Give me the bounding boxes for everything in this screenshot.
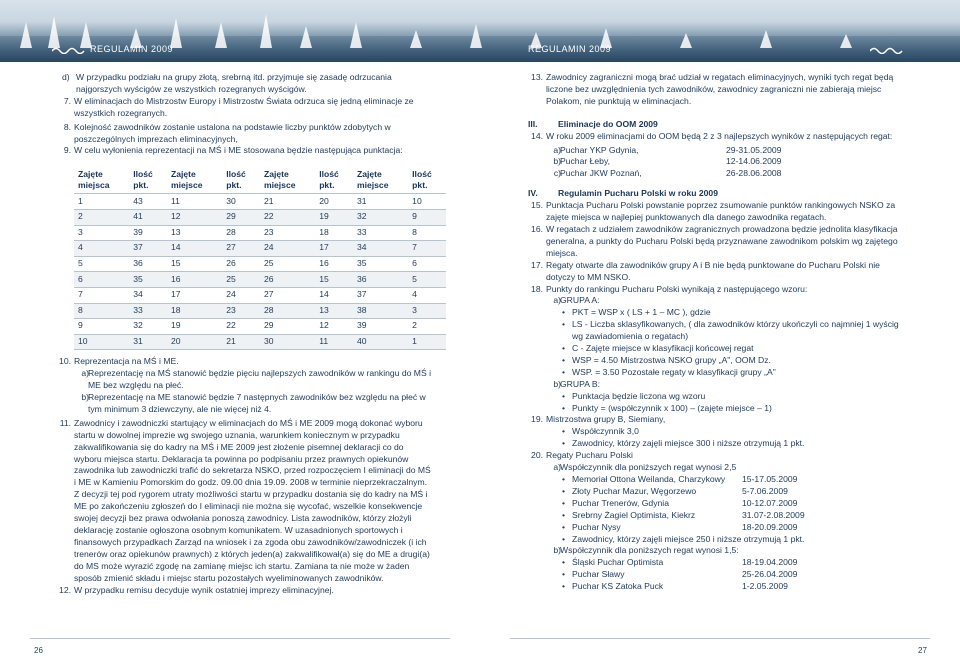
table-row	[74, 334, 446, 350]
section-iv-heading: IV. Regulamin Pucharu Polski w roku 2009	[528, 188, 718, 199]
table-cell: 34	[353, 241, 408, 257]
item-16: 16. W regatach z udziałem zawodników zagranicznych prowadzona będzie jednolita klasyfikacja generalna, a punkty do Pucharu Polski będą przyznawane zawodnikom polskim wg zajętego miejsca.	[531, 223, 898, 258]
table-row	[74, 272, 446, 288]
list-item: • PKT = WSP x ( LS + 1 – MC ), gdzie	[560, 307, 906, 319]
list-item: • Zawodnicy, którzy zajęli miejsce 300 i niższe otrzymują 1 pkt.	[560, 438, 906, 450]
table-cell: 16	[167, 272, 222, 288]
table-cell: 31	[129, 334, 167, 350]
table-cell: 20	[315, 194, 353, 210]
item-14: 14. W roku 2009 eliminacjami do OOM będą 2 z 3 najlepszych wyników z następujących regat:	[531, 130, 893, 141]
table-cell: 7	[408, 241, 446, 257]
table-cell: 26	[260, 272, 315, 288]
item-9: 9. W celu wyłonienia reprezentacji na MŚ i ME stosowana będzie następująca punktacja:	[63, 145, 403, 156]
group-a: a) GRUPA A: • PKT = WSP x ( LS + 1 – MC ), gdzie • LS - Liczba sklasyfikowanych, ( dla zawodników którzy ukończyli co najmniej 1 wyścig wg zawiadomienia o regatach) • C - Zajęte miejsce w klasyfikacji końcowej regat • WSP = 4.50 Mistrzostwa NSKO grupy „A", OOM Dz. • WSP. = 3.50 Pozostałe regaty w klasyfikacji grupy „A"	[528, 295, 906, 378]
footer-rule-left	[30, 638, 450, 639]
table-cell: 18	[167, 303, 222, 319]
item-7: 7. W eliminacjach do Mistrzostw Europy i Mistrzostw Świata odrzuca się jedną eliminacje ze wszystkich rozegranych.	[63, 95, 414, 118]
col-header: Zajęte miejsce	[260, 167, 315, 194]
table-cell: 30	[222, 194, 260, 210]
table-cell: 23	[260, 225, 315, 241]
col-header: Zajęte miejsca	[74, 167, 129, 194]
list-item: • Punkty = (współczynnik x 100) – (zajęte miejsce – 1)	[560, 403, 906, 415]
table-cell: 34	[129, 287, 167, 303]
item-10: 10. Reprezentacja na MŚ i ME.	[59, 356, 179, 367]
table-cell: 17	[167, 287, 222, 303]
list-item: • Memoriał Ottona Weilanda, Charzykowy 15-17.05.2009	[560, 474, 906, 486]
item-20: 20. Regaty Pucharu Polski	[531, 450, 633, 461]
table-cell: 7	[74, 287, 129, 303]
table-row	[74, 256, 446, 272]
table-cell: 13	[315, 303, 353, 319]
points-table-header	[74, 167, 446, 194]
sail-shape	[20, 22, 32, 48]
item-17: 17. Regaty otwarte dla zawodników grupy A i B nie będą punktowane do Pucharu Polski nie dotyczy to MM NSKO.	[531, 259, 880, 282]
list-item: • Zawodnicy, którzy zajęli miejsce 250 i niższe otrzymują 1 pkt.	[560, 534, 906, 546]
table-cell: 26	[222, 256, 260, 272]
col-header: Ilość pkt.	[222, 167, 260, 194]
table-cell: 10	[408, 194, 446, 210]
table-cell: 23	[222, 303, 260, 319]
item-20-sub-a: a) Współczynnik dla poniższych regat wynosi 2,5 • Memoriał Ottona Weilanda, Charzykowy 15-17.05.2009 • Złoty Puchar Mazur, Węgorzewo 5-7.06.2009 • Puchar Trenerów, Gdynia 10-12.07.2009 • Srebrny Żagiel Optimista, Kiekrz 31.07-2.08.2009 • Puchar Nysy 18-20.09.2009 • Zawodnicy, którzy zajęli miejsce 250 i niższe otrzymują 1 pkt.	[528, 462, 906, 545]
table-cell: 5	[74, 256, 129, 272]
table-cell: 21	[222, 334, 260, 350]
col-header: Zajęte miejsce	[353, 167, 408, 194]
table-row	[74, 319, 446, 335]
sail-shape	[260, 14, 272, 48]
table-row	[74, 225, 446, 241]
table-cell: 20	[167, 334, 222, 350]
table-cell: 33	[353, 225, 408, 241]
item-8: 8. Kolejność zawodników zostanie ustalona na podstawie liczby punktów zdobytych w poszczególnych imprezach eliminacyjnych,	[63, 121, 391, 144]
table-cell: 22	[260, 209, 315, 225]
header-label-left: REGULAMIN 2009	[90, 44, 174, 54]
table-cell: 41	[129, 209, 167, 225]
paragraph-d: d) W przypadku podziału na grupy złotą, srebrną itd. przyjmuje się zasadę odrzucania najgorszych wyścigów ze wszystkich rozegranych wyścigów.	[62, 72, 392, 94]
wave-logo-icon	[870, 46, 904, 54]
table-cell: 13	[167, 225, 222, 241]
item-10-sub-b: b) Reprezentację na ME stanowić będzie 7 następnych zawodników bez względu na płeć w tym minimum 3 dziewczyny, ale nie więcej niż 4.	[81, 392, 426, 414]
list-item: • Puchar KS Zatoka Puck 1-2.05.2009	[560, 581, 906, 593]
page-number-left: 26	[34, 646, 43, 655]
item-20-sub-b: b) Współczynnik dla poniższych regat wynosi 1,5: • Śląski Puchar Optimista 18-19.04.2009 • Puchar Sławy 25-26.04.2009 • Puchar KS Zatoka Puck 1-2.05.2009	[528, 545, 906, 593]
table-cell: 28	[260, 303, 315, 319]
table-cell: 11	[167, 194, 222, 210]
table-cell: 35	[353, 256, 408, 272]
list-item: a) Puchar YKP Gdynia, 29-31.05.2009	[553, 144, 782, 155]
table-cell: 28	[222, 225, 260, 241]
table-cell: 29	[260, 319, 315, 335]
table-cell: 14	[315, 287, 353, 303]
table-cell: 9	[74, 319, 129, 335]
col-header: Zajęte miejsce	[167, 167, 222, 194]
col-header: Ilość pkt.	[129, 167, 167, 194]
list-item: • Puchar Nysy 18-20.09.2009	[560, 522, 906, 534]
table-cell: 39	[353, 319, 408, 335]
table-cell: 37	[353, 287, 408, 303]
list-item: • LS - Liczba sklasyfikowanych, ( dla zawodników którzy ukończyli co najmniej 1 wyścig wg zawiadomienia o regatach)	[560, 319, 906, 343]
list-item: • Śląski Puchar Optimista 18-19.04.2009	[560, 557, 906, 569]
table-cell: 8	[408, 225, 446, 241]
table-cell: 15	[315, 272, 353, 288]
table-cell: 24	[222, 287, 260, 303]
table-row	[74, 194, 446, 210]
table-cell: 14	[167, 241, 222, 257]
list-item: • Puchar Sławy 25-26.04.2009	[560, 569, 906, 581]
table-cell: 39	[129, 225, 167, 241]
table-cell: 27	[222, 241, 260, 257]
table-cell: 6	[74, 272, 129, 288]
table-cell: 12	[315, 319, 353, 335]
table-cell: 40	[353, 334, 408, 350]
list-item: • Puchar Trenerów, Gdynia 10-12.07.2009	[560, 498, 906, 510]
footer-rule-right	[510, 638, 930, 639]
table-cell: 32	[353, 209, 408, 225]
header-banner	[0, 0, 960, 62]
table-cell: 19	[167, 319, 222, 335]
item-10-sub-a: a) Reprezentację na MŚ stanowić będzie pięciu najlepszych zawodników w rankingu do MŚ i ME bez względu na płeć.	[81, 368, 431, 391]
right-page	[528, 72, 906, 593]
table-cell: 5	[408, 272, 446, 288]
table-cell: 32	[129, 319, 167, 335]
table-row	[74, 287, 446, 303]
table-cell: 35	[129, 272, 167, 288]
table-cell: 17	[315, 241, 353, 257]
table-row	[74, 303, 446, 319]
table-cell: 2	[408, 319, 446, 335]
table-cell: 24	[260, 241, 315, 257]
table-cell: 11	[315, 334, 353, 350]
left-page	[56, 72, 432, 596]
table-cell: 36	[129, 256, 167, 272]
table-cell: 18	[315, 225, 353, 241]
table-cell: 8	[74, 303, 129, 319]
table-cell: 27	[260, 287, 315, 303]
list-item: • Współczynnik 3,0	[560, 426, 906, 438]
page-number-right: 27	[918, 646, 927, 655]
group-b: b) GRUPA B: • Punktacja będzie liczona wg wzoru • Punkty = (współczynnik x 100) – (zajęte miejsce – 1)	[528, 379, 906, 415]
table-cell: 43	[129, 194, 167, 210]
points-table	[74, 167, 446, 350]
item-11: 11. Zawodnicy i zawodniczki startujący w eliminacjach do MŚ i ME 2009 mogą dokonać wyboru startu w dowolnej imprezie wg swojego uznania, warunkiem koniecznym w przypadku zakwalifikowania się do kadry na MŚ i ME 2009 jest złożenie pisemnej deklaracji co do wyboru miejsca startu. Deklaracja ta powinna po podpisaniu przez prawnych opiekunów zawodnika lub zawodniczki trafić do sekretarza NSKO, przed rozpoczęciem I eliminacji do MŚ i ME w Kamieniu Pomorskim do godz. 09.00 dnia 19.09. 2008 w terminie nieprzekraczalnym. Z decyzji tej pod rygorem utraty możliwości startu w przypadku dostania się do kadry na MŚ i ME po zakończeniu zgłoszeń do I eliminacji nie można się wycofać, wszelkie konsekwencje swojej decyzji bez prawa odwołania ponoszą zawodnicy. Lista zawodników, którzy złożyli deklarację zostanie ogłoszona osobnym komunikatem. W uzasadnionych sportowych i finansowych przypadkach Zarząd na wniosek i za zgoda obu zawodników/zawodniczek (i ich trenerów oraz opiekunów prawnych) z których jeden(a) zakwalifikował(a) się do ME a drugi(a) do MS może wyrazić zgodę na zamianę miejsc ich startu. Zamiana ta nie może w żaden sposób zmienić składu i miejsc startu pozostałych wyeliminowanych zawodników.	[59, 417, 431, 583]
sail-shape	[48, 16, 60, 48]
item-13: 13. Zawodnicy zagraniczni mogą brać udział w regatach eliminacyjnych, wyniki tych regat będą liczone bez uwzględnienia tych zawodników, zawodnicy zagraniczni nie zabierają miejsc Polakom, nie punktują w eliminacjach.	[531, 72, 894, 106]
table-cell: 19	[315, 209, 353, 225]
table-cell: 4	[408, 287, 446, 303]
table-row	[74, 209, 446, 225]
table-cell: 36	[353, 272, 408, 288]
table-cell: 2	[74, 209, 129, 225]
item-18: 18. Punkty do rankingu Pucharu Polski wynikają z następującego wzoru:	[531, 283, 808, 294]
table-cell: 16	[315, 256, 353, 272]
col-header: Ilość pkt.	[408, 167, 446, 194]
item-15: 15. Punktacja Pucharu Polski powstanie poprzez zsumowanie punktów rankingowych NSKO za zajęte miejsca w najlepiej punktowanych dla danego zawodnika regatach.	[531, 200, 896, 223]
list-item: • Złoty Puchar Mazur, Węgorzewo 5-7.06.2009	[560, 486, 906, 498]
table-cell: 15	[167, 256, 222, 272]
table-row	[74, 241, 446, 257]
table-cell: 12	[167, 209, 222, 225]
list-item: • WSP = 4.50 Mistrzostwa NSKO grupy „A", OOM Dz.	[560, 355, 906, 367]
table-cell: 37	[129, 241, 167, 257]
list-item: • WSP. = 3.50 Pozostałe regaty w klasyfikacji grupy „A"	[560, 367, 906, 379]
table-cell: 33	[129, 303, 167, 319]
header-label-right: REGULAMIN 2009	[528, 44, 612, 54]
table-cell: 4	[74, 241, 129, 257]
item-19: 19. Mistrzostwa grupy B, Siemiany, • Współczynnik 3,0 • Zawodnicy, którzy zajęli miejsce 300 i niższe otrzymują 1 pkt.	[528, 414, 906, 450]
table-cell: 25	[260, 256, 315, 272]
col-header: Ilość pkt.	[315, 167, 353, 194]
table-cell: 25	[222, 272, 260, 288]
table-cell: 3	[74, 225, 129, 241]
table-cell: 38	[353, 303, 408, 319]
table-cell: 9	[408, 209, 446, 225]
list-item: • Srebrny Żagiel Optimista, Kiekrz 31.07-2.08.2009	[560, 510, 906, 522]
item-14-list	[528, 145, 906, 181]
table-cell: 29	[222, 209, 260, 225]
table-cell: 22	[222, 319, 260, 335]
section-iii-heading: III. Eliminacje do OOM 2009	[528, 118, 658, 129]
table-cell: 10	[74, 334, 129, 350]
table-cell: 21	[260, 194, 315, 210]
list-item: • Punktacja będzie liczona wg wzoru	[560, 391, 906, 403]
table-cell: 1	[408, 334, 446, 350]
table-cell: 30	[260, 334, 315, 350]
list-item: • C - Zajęte miejsce w klasyfikacji końcowej regat	[560, 343, 906, 355]
sail-shape	[470, 24, 482, 48]
list-item: b) Puchar Łeby, 12-14.06.2009	[553, 156, 782, 167]
list-item: c) Puchar JKW Poznań, 26-28.06.2008	[553, 168, 782, 179]
table-cell: 1	[74, 194, 129, 210]
item-12: 12. W przypadku remisu decyduje wynik ostatniej imprezy eliminacyjnej.	[59, 584, 334, 595]
wave-logo-icon	[52, 46, 86, 54]
table-cell: 31	[353, 194, 408, 210]
table-cell: 6	[408, 256, 446, 272]
table-cell: 3	[408, 303, 446, 319]
